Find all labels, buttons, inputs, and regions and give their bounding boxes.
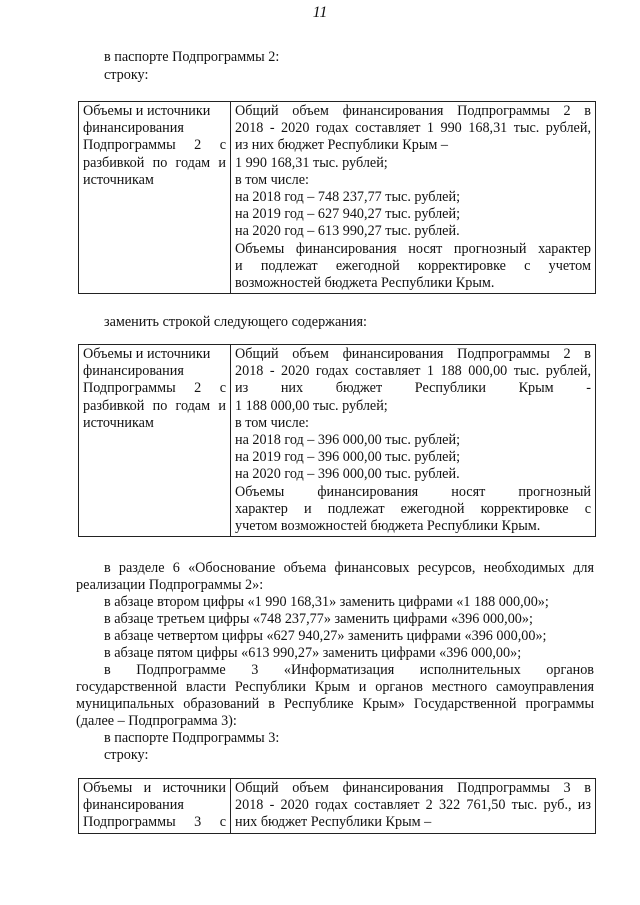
sp3-table-right-cell: Общий объем финансирования Подпрограммы 3 в 2018 - 2020 годах составляет 2 322 761,50 тыс. руб., из них бюджет Республики Крым –: [231, 779, 596, 834]
new-table-right-cell: Общий объем финансирования Подпрограммы 2 в 2018 - 2020 годах составляет 1 188 000,00 тыс. рублей, из них бюджет Республики Крым - 1 188 000,00 тыс. рублей; в том числе: на 2018 год – 396 000,00 тыс. рублей; на 2019 год – 396 000,00 тыс. рублей; на 2020 год – 396 000,00 тыс. рублей. Объемы финансирования носят прогнозный характер и подлежат ежегодной корректировке с учетом возможностей бюджета Республики Крым.: [231, 345, 596, 537]
old-table-right-cell: Общий объем финансирования Подпрограммы 2 в 2018 - 2020 годах составляет 1 990 168,31 тыс. рублей, из них бюджет Республики Крым – 1 990 168,31 тыс. рублей; в том числе: на 2018 год – 748 237,77 тыс. рублей; на 2019 год – 627 940,27 тыс. рублей; на 2020 год – 613 990,27 тыс. рублей. Объемы финансирования носят прогнозный характер и подлежат ежегодной корректировке с учетом возможностей бюджета Республики Крым.: [231, 102, 596, 294]
page-number: 11: [312, 4, 328, 21]
new-table-left-cell: Объемы и источники финансирования Подпрограммы 2 с разбивкой по годам и источникам: [79, 345, 231, 537]
intro-row-label-3: строку:: [104, 747, 149, 763]
replace-intro: заменить строкой следующего содержания:: [104, 314, 367, 330]
subprogram-3-line-4: (далее – Подпрограмма 3):: [76, 713, 237, 729]
amend-paragraph-3: в абзаце третьем цифры «748 237,77» заменить цифрами «396 000,00»;: [104, 611, 533, 627]
subprogram-3-line-1: в Подпрограмме 3 «Информатизация исполнительных органов: [104, 662, 594, 678]
old-financing-table: [78, 101, 596, 294]
new-financing-table: [78, 344, 596, 537]
subprogram-3-line-3: муниципальных образований в Республике Крым» Государственной программы: [76, 696, 594, 712]
old-table-left-cell: Объемы и источники финансирования Подпрограммы 2 с разбивкой по годам и источникам: [79, 102, 231, 294]
subprogram-3-financing-table: [78, 778, 596, 834]
intro-row-label: строку:: [104, 67, 149, 83]
section6-amend-line-2: реализации Подпрограммы 2»:: [76, 577, 264, 593]
sp3-table-left-cell: Объемы и источники финансирования Подпрограммы 3 с: [79, 779, 231, 834]
section6-amend-line-1: в разделе 6 «Обоснование объема финансовых ресурсов, необходимых для: [104, 560, 594, 576]
amend-paragraph-4: в абзаце четвертом цифры «627 940,27» заменить цифрами «396 000,00»;: [104, 628, 547, 644]
amend-paragraph-2: в абзаце втором цифры «1 990 168,31» заменить цифрами «1 188 000,00»;: [104, 594, 549, 610]
intro-passport-2: в паспорте Подпрограммы 2:: [104, 49, 280, 65]
subprogram-3-line-2: государственной власти Республики Крым и органов местного самоуправления: [76, 679, 594, 695]
amend-paragraph-5: в абзаце пятом цифры «613 990,27» заменить цифрами «396 000,00»;: [104, 645, 522, 661]
intro-passport-3: в паспорте Подпрограммы 3:: [104, 730, 280, 746]
